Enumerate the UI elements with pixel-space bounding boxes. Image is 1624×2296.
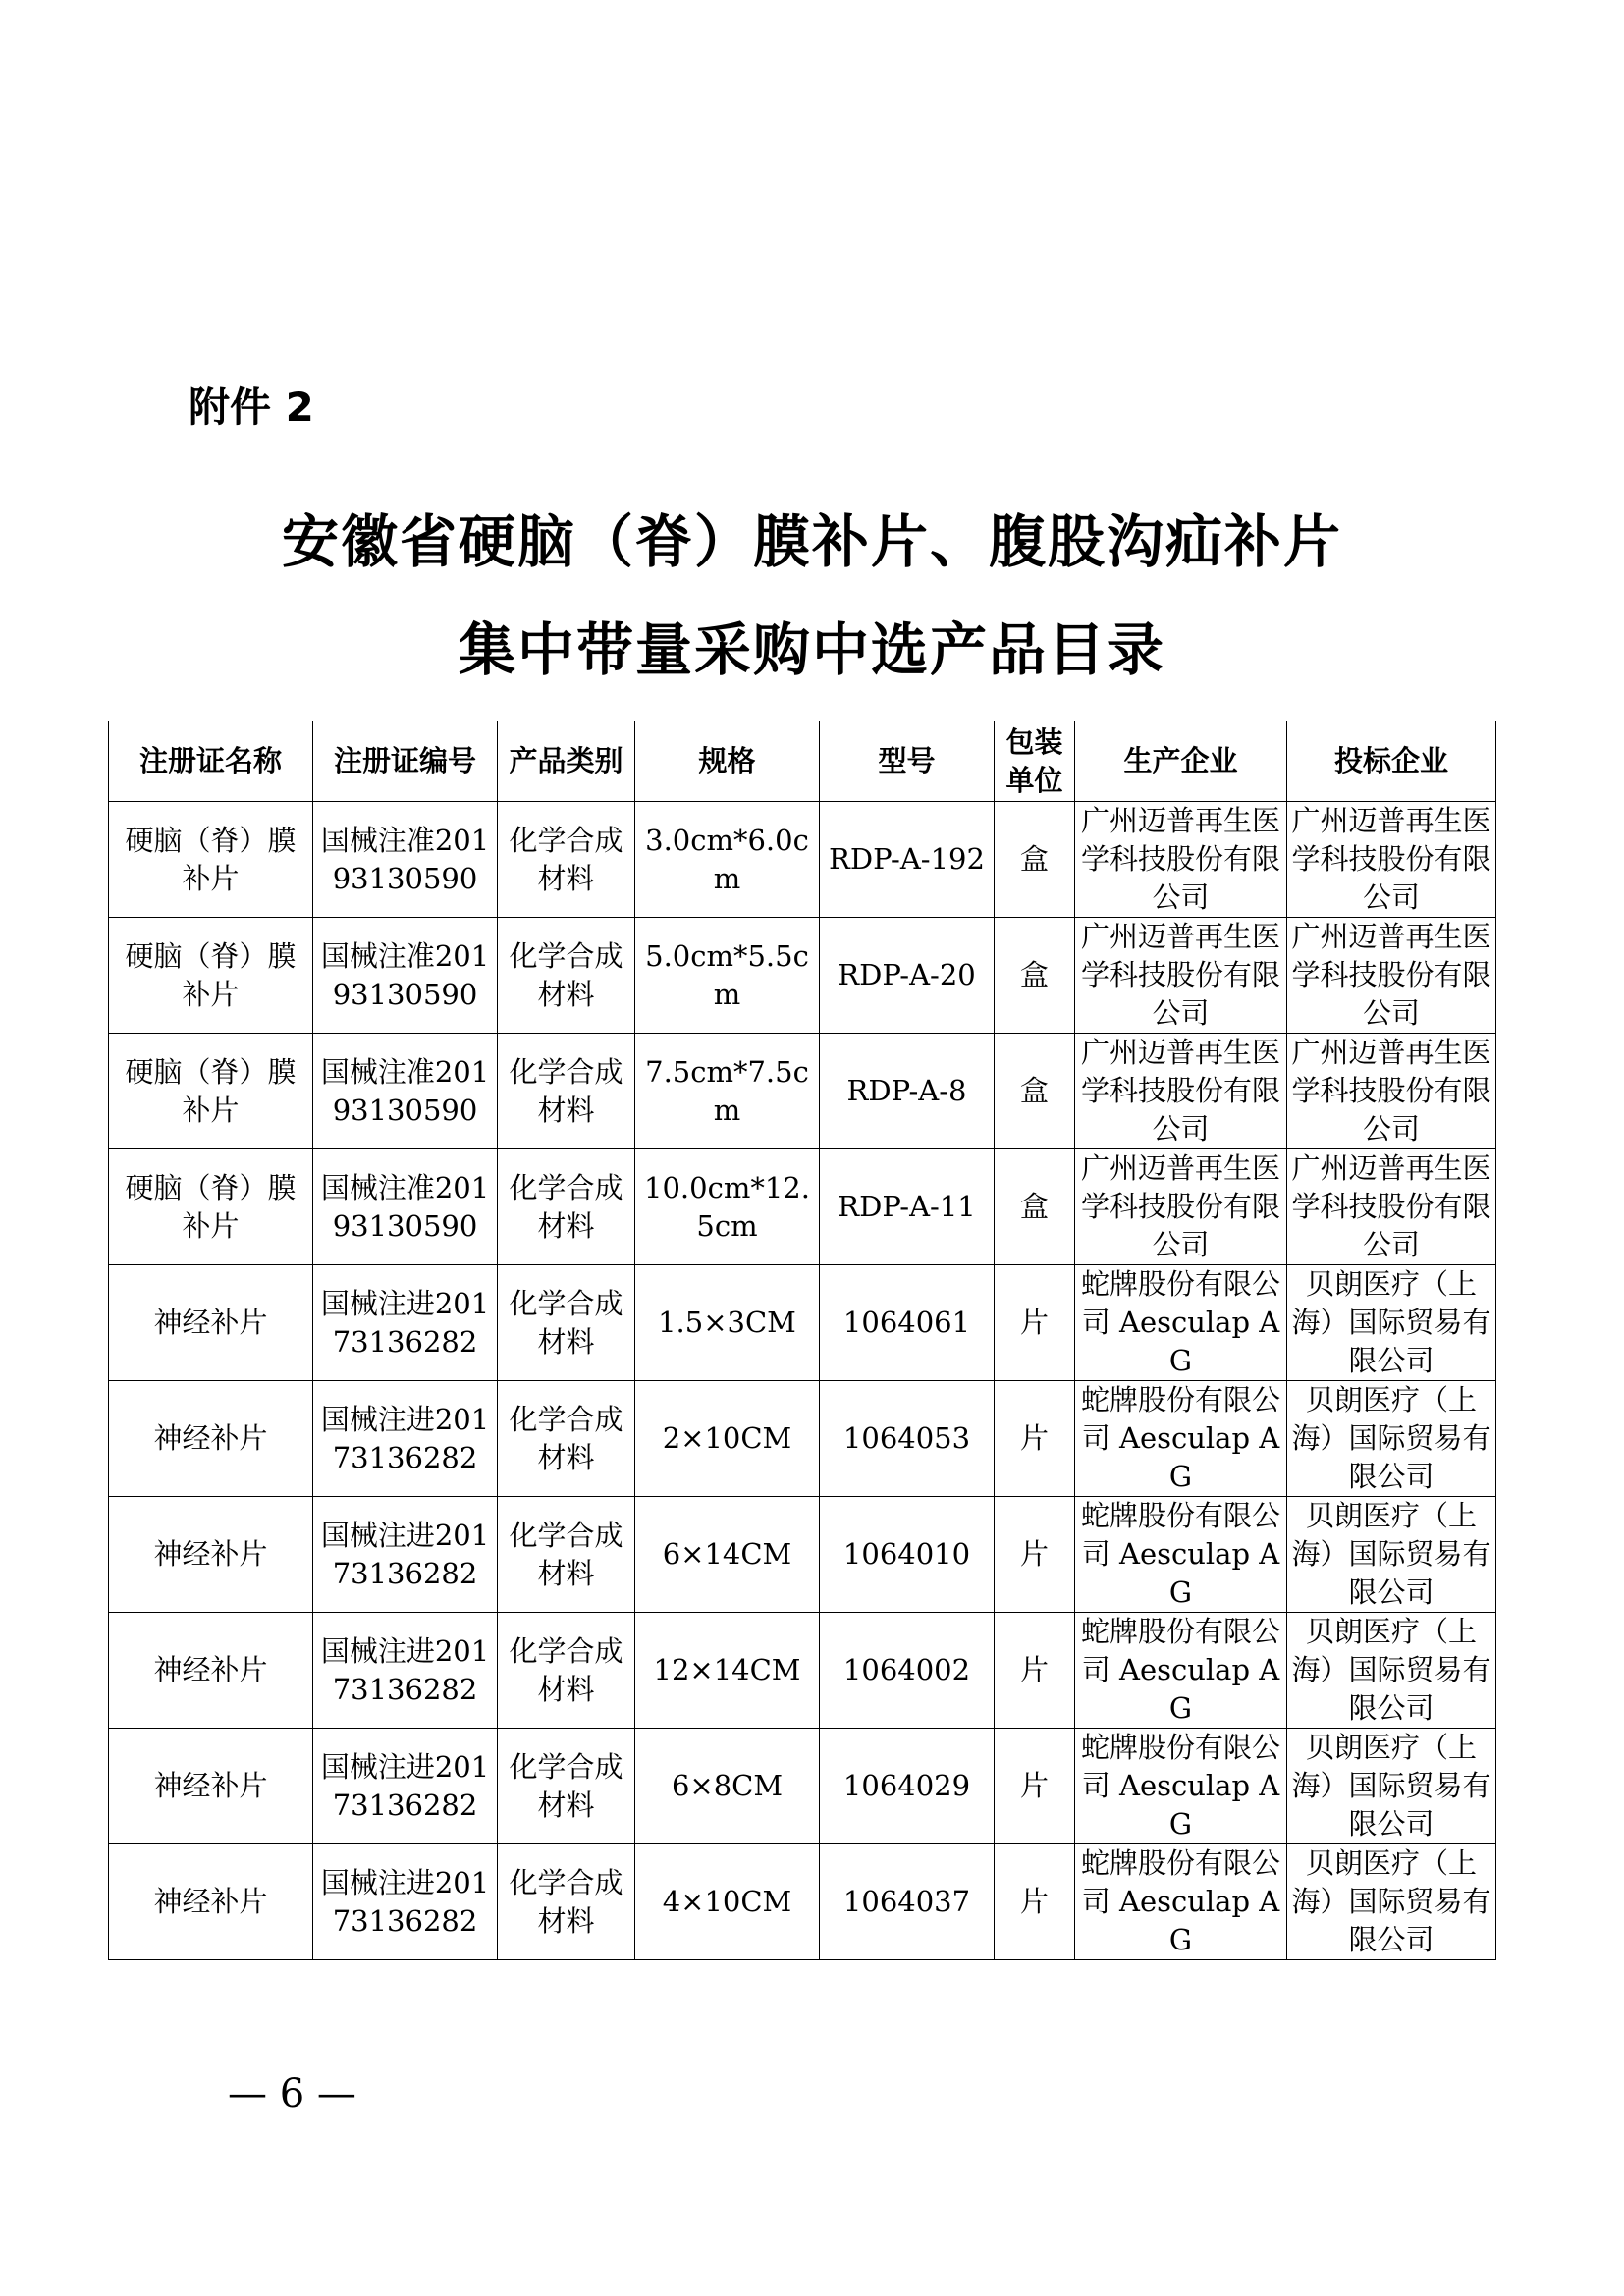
- cell-reg-number: 国械注进20173136282: [313, 1497, 498, 1613]
- cell-unit: 片: [995, 1381, 1075, 1497]
- table-row: [109, 1381, 1496, 1497]
- cell-manufacturer: 蛇牌股份有限公司 Aesculap AG: [1075, 1497, 1287, 1613]
- cell-manufacturer: 广州迈普再生医学科技股份有限公司: [1075, 1149, 1287, 1265]
- cell-unit: 盒: [995, 802, 1075, 918]
- cell-spec: 12×14CM: [635, 1613, 820, 1729]
- header-reg-number: 注册证编号: [313, 721, 498, 802]
- cell-manufacturer: 蛇牌股份有限公司 Aesculap AG: [1075, 1265, 1287, 1381]
- page-title-line1: 安徽省硬脑（脊）膜补片、腹股沟疝补片: [281, 508, 1342, 575]
- cell-model: 1064029: [820, 1729, 995, 1844]
- cell-bidder: 广州迈普再生医学科技股份有限公司: [1287, 802, 1496, 918]
- attachment-label: 附件 2: [189, 383, 314, 431]
- cell-bidder: 广州迈普再生医学科技股份有限公司: [1287, 918, 1496, 1034]
- cell-reg-name: 神经补片: [109, 1265, 313, 1381]
- cell-category: 化学合成材料: [498, 1613, 635, 1729]
- header-bidder: 投标企业: [1287, 721, 1496, 802]
- cell-model: RDP-A-20: [820, 918, 995, 1034]
- cell-reg-number: 国械注准20193130590: [313, 918, 498, 1034]
- cell-unit: 片: [995, 1844, 1075, 1960]
- cell-model: 1064002: [820, 1613, 995, 1729]
- header-category: 产品类别: [498, 721, 635, 802]
- cell-unit: 片: [995, 1265, 1075, 1381]
- table-row: [109, 1729, 1496, 1844]
- cell-category: 化学合成材料: [498, 1497, 635, 1613]
- cell-category: 化学合成材料: [498, 1381, 635, 1497]
- table-row: [109, 1497, 1496, 1613]
- cell-reg-name: 神经补片: [109, 1497, 313, 1613]
- cell-spec: 5.0cm*5.5cm: [635, 918, 820, 1034]
- cell-unit: 盒: [995, 918, 1075, 1034]
- cell-reg-name: 硬脑（脊）膜补片: [109, 802, 313, 918]
- cell-model: 1064010: [820, 1497, 995, 1613]
- cell-unit: 盒: [995, 1034, 1075, 1149]
- cell-reg-name: 神经补片: [109, 1844, 313, 1960]
- cell-reg-name: 神经补片: [109, 1381, 313, 1497]
- cell-manufacturer: 广州迈普再生医学科技股份有限公司: [1075, 802, 1287, 918]
- header-reg-name: 注册证名称: [109, 721, 313, 802]
- cell-reg-name: 硬脑（脊）膜补片: [109, 1149, 313, 1265]
- cell-reg-number: 国械注进20173136282: [313, 1381, 498, 1497]
- cell-category: 化学合成材料: [498, 1729, 635, 1844]
- cell-manufacturer: 蛇牌股份有限公司 Aesculap AG: [1075, 1381, 1287, 1497]
- header-model: 型号: [820, 721, 995, 802]
- cell-spec: 3.0cm*6.0cm: [635, 802, 820, 918]
- cell-reg-name: 硬脑（脊）膜补片: [109, 1034, 313, 1149]
- cell-reg-number: 国械注准20193130590: [313, 802, 498, 918]
- cell-model: 1064061: [820, 1265, 995, 1381]
- cell-unit: 片: [995, 1613, 1075, 1729]
- cell-bidder: 贝朗医疗（上海）国际贸易有限公司: [1287, 1729, 1496, 1844]
- table-row: [109, 1613, 1496, 1729]
- cell-reg-number: 国械注进20173136282: [313, 1265, 498, 1381]
- cell-manufacturer: 蛇牌股份有限公司 Aesculap AG: [1075, 1613, 1287, 1729]
- cell-bidder: 贝朗医疗（上海）国际贸易有限公司: [1287, 1844, 1496, 1960]
- cell-reg-name: 硬脑（脊）膜补片: [109, 918, 313, 1034]
- cell-model: RDP-A-11: [820, 1149, 995, 1265]
- cell-spec: 1.5×3CM: [635, 1265, 820, 1381]
- cell-category: 化学合成材料: [498, 1034, 635, 1149]
- cell-model: RDP-A-192: [820, 802, 995, 918]
- cell-category: 化学合成材料: [498, 1265, 635, 1381]
- table-row: [109, 1149, 1496, 1265]
- cell-bidder: 贝朗医疗（上海）国际贸易有限公司: [1287, 1265, 1496, 1381]
- cell-model: 1064037: [820, 1844, 995, 1960]
- cell-category: 化学合成材料: [498, 1149, 635, 1265]
- cell-bidder: 广州迈普再生医学科技股份有限公司: [1287, 1034, 1496, 1149]
- header-unit: 包装单位: [995, 721, 1075, 802]
- cell-spec: 10.0cm*12.5cm: [635, 1149, 820, 1265]
- header-spec: 规格: [635, 721, 820, 802]
- cell-bidder: 广州迈普再生医学科技股份有限公司: [1287, 1149, 1496, 1265]
- cell-category: 化学合成材料: [498, 918, 635, 1034]
- cell-manufacturer: 广州迈普再生医学科技股份有限公司: [1075, 918, 1287, 1034]
- cell-manufacturer: 蛇牌股份有限公司 Aesculap AG: [1075, 1729, 1287, 1844]
- cell-reg-number: 国械注准20193130590: [313, 1034, 498, 1149]
- cell-spec: 7.5cm*7.5cm: [635, 1034, 820, 1149]
- cell-bidder: 贝朗医疗（上海）国际贸易有限公司: [1287, 1613, 1496, 1729]
- table-row: [109, 918, 1496, 1034]
- cell-reg-number: 国械注进20173136282: [313, 1729, 498, 1844]
- table-row: [109, 1265, 1496, 1381]
- cell-reg-name: 神经补片: [109, 1729, 313, 1844]
- table-row: [109, 1844, 1496, 1960]
- cell-unit: 片: [995, 1729, 1075, 1844]
- page-title-line2: 集中带量采购中选产品目录: [458, 616, 1165, 683]
- header-manufacturer: 生产企业: [1075, 721, 1287, 802]
- product-table: [108, 721, 1496, 1960]
- cell-reg-number: 国械注准20193130590: [313, 1149, 498, 1265]
- table-header-row: [109, 721, 1496, 802]
- table-row: [109, 802, 1496, 918]
- cell-model: RDP-A-8: [820, 1034, 995, 1149]
- cell-reg-number: 国械注进20173136282: [313, 1844, 498, 1960]
- cell-manufacturer: 蛇牌股份有限公司 Aesculap AG: [1075, 1844, 1287, 1960]
- cell-unit: 盒: [995, 1149, 1075, 1265]
- cell-manufacturer: 广州迈普再生医学科技股份有限公司: [1075, 1034, 1287, 1149]
- page-number: — 6 —: [228, 2071, 356, 2116]
- cell-bidder: 贝朗医疗（上海）国际贸易有限公司: [1287, 1497, 1496, 1613]
- cell-bidder: 贝朗医疗（上海）国际贸易有限公司: [1287, 1381, 1496, 1497]
- cell-spec: 6×8CM: [635, 1729, 820, 1844]
- cell-category: 化学合成材料: [498, 1844, 635, 1960]
- cell-spec: 2×10CM: [635, 1381, 820, 1497]
- cell-category: 化学合成材料: [498, 802, 635, 918]
- cell-spec: 6×14CM: [635, 1497, 820, 1613]
- cell-spec: 4×10CM: [635, 1844, 820, 1960]
- cell-reg-name: 神经补片: [109, 1613, 313, 1729]
- cell-unit: 片: [995, 1497, 1075, 1613]
- table-row: [109, 1034, 1496, 1149]
- cell-model: 1064053: [820, 1381, 995, 1497]
- cell-reg-number: 国械注进20173136282: [313, 1613, 498, 1729]
